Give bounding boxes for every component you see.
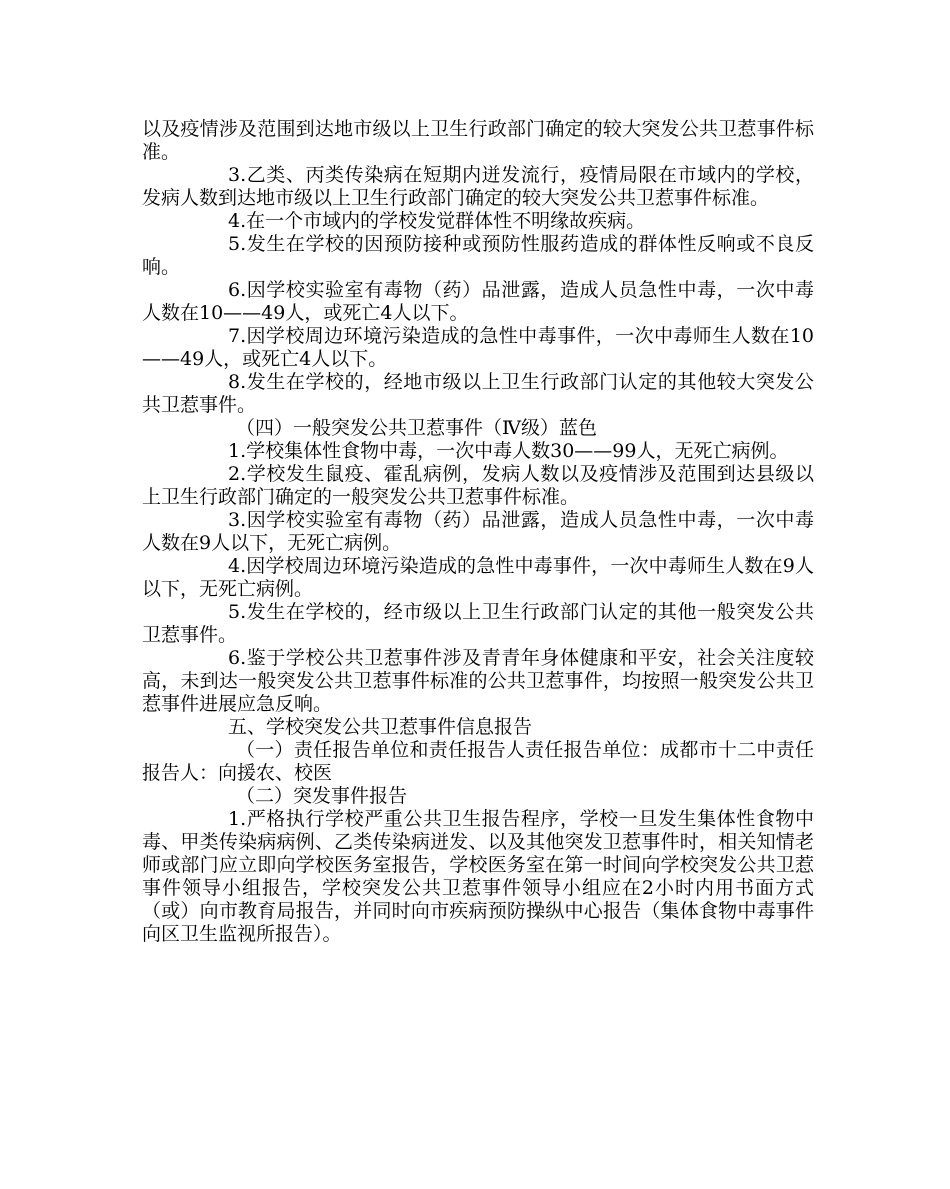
paragraph: 3.因学校实验室有毒物（药）品泄露，造成人员急性中毒，一次中毒人数在9人以下，无死亡病例。 <box>142 509 814 554</box>
subsection-heading: （一）责任报告单位和责任报告人责任报告单位：成都市十二中责任报告人：向援农、校医 <box>142 739 814 784</box>
paragraph: 2.学校发生鼠疫、霍乱病例，发病人数以及疫情涉及范围到达县级以上卫生行政部门确定的一般突发公共卫惹事件标准。 <box>142 463 814 508</box>
paragraph: 6.鉴于学校公共卫惹事件涉及青青年身体健康和平安，社会关注度较高，未到达一般突发公共卫惹事件标准的公共卫惹事件，均按照一般突发公共卫惹事件进展应急反响。 <box>142 647 814 715</box>
paragraph: 1.严格执行学校严重公共卫生报告程序，学校一旦发生集体性食物中毒、甲类传染病病例、乙类传染病迸发、以及其他突发卫惹事件时，相关知情老师或部门应立即向学校医务室报告，学校医务室在第一时间向学校突发公共卫惹事件领导小组报告，学校突发公共卫惹事件领导小组应在2小时内用书面方式（或）向市教育局报告，并同时向市疾病预防操纵中心报告（集体食物中毒事件向区卫生监视所报告）。 <box>142 808 814 945</box>
paragraph: 5.发生在学校的因预防接种或预防性服药造成的群体性反响或不良反响。 <box>142 233 814 278</box>
paragraph: 4.因学校周边环境污染造成的急性中毒事件，一次中毒师生人数在9人以下，无死亡病例。 <box>142 555 814 600</box>
paragraph: 3.乙类、丙类传染病在短期内迸发流行，疫情局限在市域内的学校，发病人数到达地市级以上卫生行政部门确定的较大突发公共卫惹事件标准。 <box>142 164 814 209</box>
document-body <box>142 118 814 946</box>
section-heading: 五、学校突发公共卫惹事件信息报告 <box>228 716 533 738</box>
paragraph: 4.在一个市域内的学校发觉群体性不明缘故疾病。 <box>228 210 646 232</box>
section-heading: （四）一般突发公共卫惹事件（Ⅳ级）蓝色 <box>236 417 597 439</box>
paragraph: 8.发生在学校的，经地市级以上卫生行政部门认定的其他较大突发公共卫惹事件。 <box>142 371 814 416</box>
paragraph: 1.学校集体性食物中毒，一次中毒人数30——99人，无死亡病例。 <box>228 440 789 462</box>
paragraph: 以及疫情涉及范围到达地市级以上卫生行政部门确定的较大突发公共卫惹事件标准。 <box>142 118 814 163</box>
paragraph: 6.因学校实验室有毒物（药）品泄露，造成人员急性中毒，一次中毒人数在10——49人，或死亡4人以下。 <box>142 279 814 324</box>
paragraph: 7.因学校周边环境污染造成的急性中毒事件，一次中毒师生人数在10——49人，或死亡4人以下。 <box>142 325 814 370</box>
paragraph: 5.发生在学校的，经市级以上卫生行政部门认定的其他一般突发公共卫惹事件。 <box>142 601 814 646</box>
subsection-heading: （二）突发事件报告 <box>236 785 408 807</box>
